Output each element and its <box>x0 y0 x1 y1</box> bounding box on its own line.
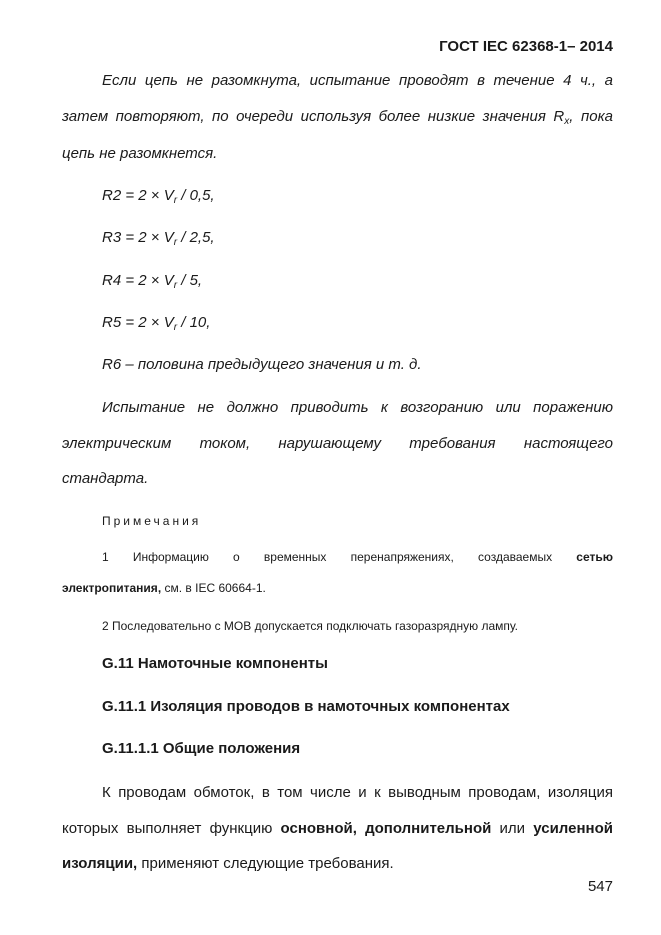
paragraph-line: которых выполняет функцию основной, дополнительной или усиленной <box>62 820 613 837</box>
document-header: ГОСТ IEC 62368-1– 2014 <box>439 38 613 55</box>
paragraph-line: цепь не разомкнется. <box>62 145 218 162</box>
paragraph-line: затем повторяют, по очереди используя более низкие значения $R_x$, пока <box>62 108 613 127</box>
note-1-line-2: электропитания, см. в IEC 60664-1. <box>62 581 266 595</box>
section-heading: G.11 Намоточные компоненты <box>102 655 328 672</box>
formula-r2: $R2 = 2 \times V_r / 0,5$, <box>102 187 215 206</box>
paragraph-line: стандарта. <box>62 470 149 487</box>
section-heading: G.11.1 Изоляция проводов в намоточных компонентах <box>102 698 510 715</box>
paragraph-line: Если цепь не разомкнута, испытание проводят в течение 4 ч., а <box>102 72 613 89</box>
formula-r5: $R5 = 2 \times V_r / 10$, <box>102 314 211 333</box>
section-heading: G.11.1.1 Общие положения <box>102 740 301 757</box>
notes-title: Примечания <box>102 514 202 528</box>
page-number: 547 <box>587 878 613 895</box>
paragraph-line: изоляции, применяют следующие требования. <box>62 855 394 872</box>
formula-r6: R6 – половина предыдущего значения и т. д. <box>102 356 422 373</box>
paragraph-line: электрическим током, нарушающему требования настоящего <box>62 435 613 452</box>
paragraph-line: К проводам обмоток, в том числе и к выводным проводам, изоляция <box>102 784 613 801</box>
paragraph-line: Испытание не должно приводить к возгоранию или поражению <box>102 399 613 416</box>
formula-r4: $R4 = 2 \times V_r / 5$, <box>102 272 203 291</box>
formula-r3: $R3 = 2 \times V_r / 2,5$, <box>102 229 215 248</box>
note-2: 2 Последовательно с MOB допускается подключать газоразрядную лампу. <box>102 619 519 633</box>
note-1-line-1: 1 Информацию о временных перенапряжениях, создаваемых сетью <box>102 550 613 564</box>
